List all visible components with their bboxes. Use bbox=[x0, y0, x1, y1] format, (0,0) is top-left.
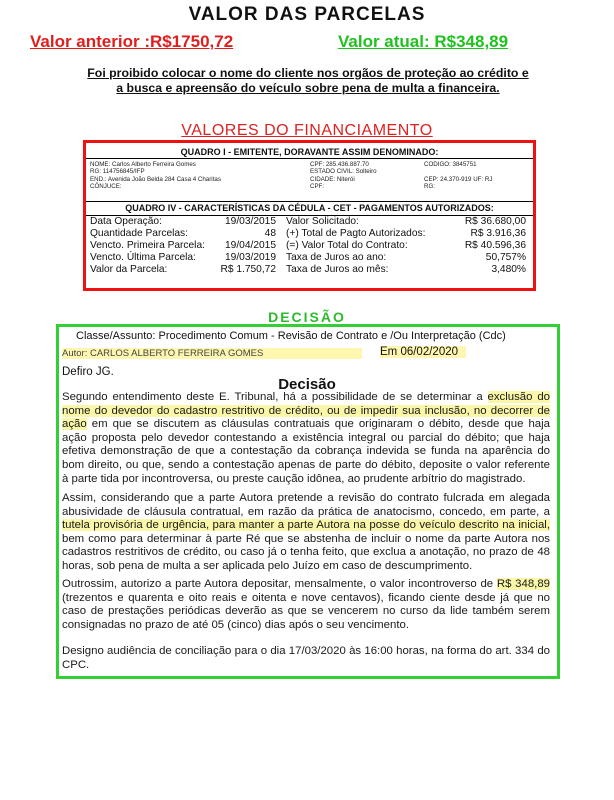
decision-paragraph-2 bbox=[62, 492, 550, 574]
installment-amount-label: Valor da Parcela: bbox=[90, 264, 168, 275]
p1-text-a: Segundo entendimento deste E. Tribunal, há a possibilidade de se determinar a bbox=[62, 391, 488, 403]
first-due-value: 19/04/2015 bbox=[225, 240, 276, 251]
case-subject: Classe/Assunto: Procedimento Comum - Revisão de Contrato e /Ou Interpretação (Cdc) bbox=[76, 330, 506, 342]
p3-highlight: R$ 348,89 bbox=[496, 578, 550, 590]
decision-heading: Decisão bbox=[278, 376, 336, 393]
client-cpf: CPF: 285.436.887.70 bbox=[310, 161, 369, 168]
spouse: CÔNJUCE: bbox=[90, 183, 122, 190]
client-code: CODIGO: 3845751 bbox=[424, 161, 477, 168]
decision-date: Em 06/02/2020 bbox=[380, 346, 466, 358]
requested-amount-value: R$ 36.680,00 bbox=[464, 216, 526, 227]
contract-total-value: R$ 40.596,36 bbox=[464, 240, 526, 251]
annual-interest-label: Taxa de Juros ao ano: bbox=[286, 252, 387, 263]
defiro-text: Defiro JG. bbox=[62, 366, 114, 378]
notice-line-2: a busca e apreensão do veículo sobre pena de multa a financeira. bbox=[116, 81, 500, 95]
client-cep-uf: CEP: 24.370-919 UF: RJ bbox=[424, 176, 493, 183]
p2-text-b: bem como para determinar à parte Ré que se abstenha de incluir o nome da parte Autora nos cadastros restritivos de crédito, ou caso já o tenha feito, que exclua a anotação, no prazo de 48 horas, sob pena de multa a ser aplicada pelo Juízo em caso de descumprimento. bbox=[62, 532, 550, 572]
quadro-4-heading: QUADRO IV - CARACTERÍSTICAS DA CÉDULA - CET - PAGAMENTOS AUTORIZADOS: bbox=[86, 201, 533, 216]
notice-line-1: Foi proibido colocar o nome do cliente nos orgãos de proteção ao crédito e bbox=[87, 66, 529, 80]
decision-paragraph-3 bbox=[62, 578, 550, 632]
client-name: NOME: Carlos Alberto Ferreira Gomes bbox=[90, 161, 196, 168]
last-due-value: 19/03/2019 bbox=[225, 252, 276, 263]
authorized-payments-value: R$ 3.916,36 bbox=[470, 228, 526, 239]
page-title: VALOR DAS PARCELAS bbox=[188, 4, 426, 25]
operation-date-label: Data Operação: bbox=[90, 216, 162, 227]
monthly-interest-value: 3,480% bbox=[491, 264, 526, 275]
previous-installment-value: Valor anterior :R$1750,72 bbox=[30, 32, 234, 51]
p2-text-a: Assim, considerando que a parte Autora pretende a revisão do contrato fulcrada em alegada abusividade de cláusula contratual, em razão da prática de anatocismo, concedo, em parte, a bbox=[62, 492, 550, 518]
client-marital-status: ESTADO CIVIL: Solteiro bbox=[310, 168, 377, 175]
quadro-1-heading: QUADRO I - EMITENTE, DORAVANTE ASSIM DENOMINADO: bbox=[86, 147, 533, 159]
p2-highlight: tutela provisória de urgência, para manter a parte Autora na posse do veículo descrito na inicial, bbox=[62, 519, 550, 532]
spouse-rg: RG: bbox=[424, 183, 436, 190]
contract-total-label: (=) Valor Total do Contrato: bbox=[286, 240, 408, 251]
case-author: Autor: CARLOS ALBERTO FERREIRA GOMES bbox=[62, 348, 362, 359]
client-address: END.: Avenida João Belda 284 Casa 4 Charitas bbox=[90, 176, 221, 183]
first-due-label: Vencto. Primeira Parcela: bbox=[90, 240, 205, 251]
p3-text-a: Outrossim, autorizo a parte Autora depositar, mensalmente, o valor incontroverso de bbox=[62, 578, 497, 590]
client-rg: RG: 114756845/IFP bbox=[90, 168, 145, 175]
operation-date-value: 19/03/2015 bbox=[225, 216, 276, 227]
monthly-interest-label: Taxa de Juros ao mês: bbox=[286, 264, 389, 275]
prohibition-notice bbox=[60, 66, 556, 96]
decision-paragraph-4: Designo audiência de conciliação para o dia 17/03/2020 às 16:00 horas, na forma do art. 334 do CPC. bbox=[62, 645, 550, 671]
client-city: CIDADE: Niterói bbox=[310, 176, 355, 183]
decision-paragraph-1 bbox=[62, 391, 550, 486]
p3-text-b: (trezentos e quarenta e oito reais e oitenta e nove centavos), ficando ciente desde já que no caso de prestações periódicas deverão as que se vencerem no curso da lide também serem consignadas no prazo de até 05 (cinco) dias após o seu vencimento. bbox=[62, 591, 550, 631]
requested-amount-label: Valor Solicitado: bbox=[286, 216, 359, 227]
annual-interest-value: 50,757% bbox=[485, 252, 526, 263]
installment-count-value: 48 bbox=[264, 228, 276, 239]
decision-section-title: DECISÃO bbox=[268, 309, 346, 325]
p1-text-b: em que se discutem as cláusulas contratuais que originaram o débito, desde que haja ação proposta pelo devedor contestando a existência integral ou parcial do débito; que haja efetiva demonstração de que a contestação da cobrança indevida se funda na aparência do bom direito, ou que, sendo a contestação apenas de parte do débito, deposite o valor referente à parte tida por incontroversa, ou preste caução idônea, ao prudente arbítrio do magistrado. bbox=[62, 418, 550, 485]
last-due-label: Vencto. Última Parcela: bbox=[90, 252, 196, 263]
p1-highlight: exclusão do nome do devedor do cadastro restritivo de crédito, ou de impedir sua inclusão, no decorrer de ação bbox=[62, 391, 550, 431]
financing-section-title: VALORES DO FINANCIAMENTO bbox=[181, 122, 433, 139]
current-installment-value: Valor atual: R$348,89 bbox=[338, 32, 509, 51]
installment-count-label: Quantidade Parcelas: bbox=[90, 228, 188, 239]
spouse-cpf: CPF: bbox=[310, 183, 325, 190]
installment-amount-value: R$ 1.750,72 bbox=[220, 264, 276, 275]
authorized-payments-label: (+) Total de Pagto Autorizados: bbox=[286, 228, 426, 239]
